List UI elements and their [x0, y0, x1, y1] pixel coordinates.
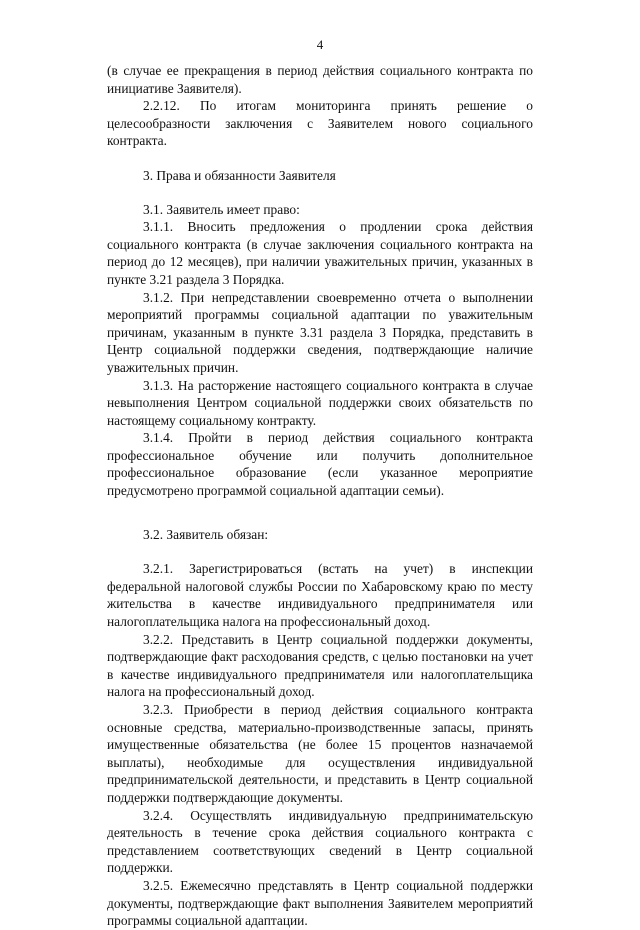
paragraph-3-1-1: 3.1.1. Вносить предложения о продлении срока действия социального контракта (в случае заключения социального контракта на период до 12 месяцев), при наличии уважительных причин, указанных в пункте 3.21 раздела 3 Порядка.: [107, 219, 533, 287]
paragraph-3-2-2: 3.2.2. Представить в Центр социальной поддержки документы, подтверждающие факт расходования средств, с целью постановки на учет в качестве индивидуального предпринимателя или налогоплательщика налога на профессиональный доход.: [107, 631, 533, 700]
paragraph-3-1-2: 3.1.2. При непредставлении своевременно отчета о выполнении мероприятий программы социальной адаптации по уважительным причинам, указанным в пункте 3.31 раздела 3 Порядка, представить в Центр социальной поддержки сведения, подтверждающие наличие уважительных причин.: [107, 289, 533, 375]
paragraph-3-2-4: 3.2.4. Осуществлять индивидуальную предпринимательскую деятельность в течение срока действия социального контракта с представлением соответствующих сведений в Центр социальной поддержки.: [107, 807, 533, 876]
paragraph-3-2-3: 3.2.3. Приобрести в период действия социального контракта основные средства, материально-производственные запасы, принять имущественные обязательства (не более 15 процентов назначаемой выплаты), необходимые для осуществления индивидуальной предпринимательской деятельности, и представить в Центр социальной поддержки подтверждающие документы.: [107, 702, 533, 805]
paragraph-3-2-1: 3.2.1. Зарегистрироваться (встать на учет) в инспекции федеральной налоговой службы России по Хабаровскому краю по месту жительства в качестве индивидуального предпринимателя или налогоплательщика налога на профессиональный доход.: [107, 561, 533, 630]
paragraph-3-2: 3.2. Заявитель обязан:: [143, 526, 269, 542]
paragraph-continuation: (в случае ее прекращения в период действия социального контракта по инициативе Заявителя).: [107, 63, 533, 96]
page-number: 4: [316, 37, 324, 52]
paragraph-3-1: 3.1. Заявитель имеет право:: [143, 201, 300, 217]
section-3-heading: 3. Права и обязанности Заявителя: [143, 167, 336, 183]
paragraph-3-1-3: 3.1.3. На расторжение настоящего социального контракта в случае невыполнения Центром социальной поддержки своих обязательств по настоящему социальному контракту.: [107, 377, 533, 428]
paragraph-3-2-5: 3.2.5. Ежемесячно представлять в Центр социальной поддержки документы, подтверждающие факт выполнения Заявителем мероприятий программы социальной адаптации.: [107, 877, 533, 929]
document-body: [107, 62, 533, 930]
paragraph-3-1-4: 3.1.4. Пройти в период действия социального контракта профессиональное обучение или получить дополнительное профессиональное образование (если указанное мероприятие предусмотрено программой социальной адаптации семьи).: [107, 430, 533, 499]
paragraph-2-2-12: 2.2.12. По итогам мониторинга принять решение о целесообразности заключения с Заявителем нового социального контракта.: [107, 98, 533, 149]
